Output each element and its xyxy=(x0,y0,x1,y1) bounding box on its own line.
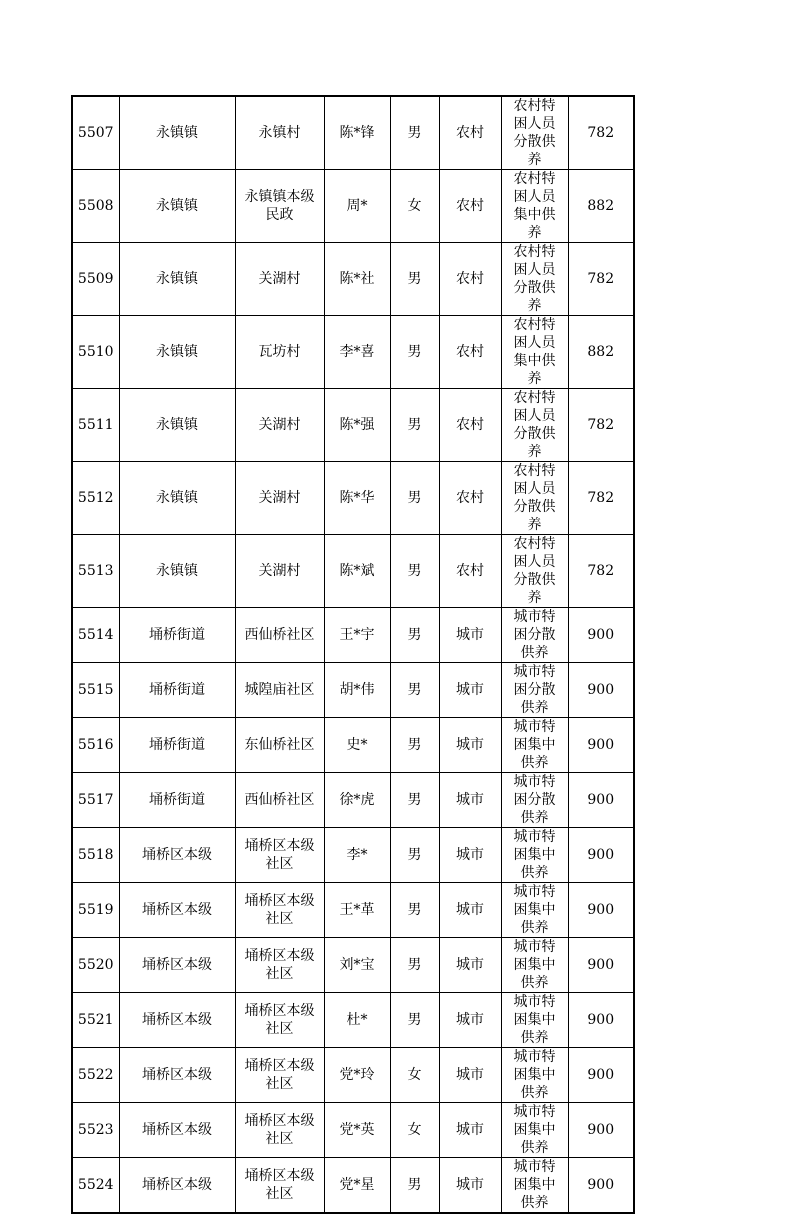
village-name xyxy=(235,773,324,828)
table-row xyxy=(72,1158,634,1214)
support-type xyxy=(501,170,568,243)
village-text: 瓦坊村 xyxy=(258,344,301,360)
town-name: 永镇镇 xyxy=(119,243,235,316)
table-row xyxy=(72,243,634,316)
support-type xyxy=(501,1048,568,1103)
town-name: 埇桥街道 xyxy=(119,608,235,663)
village-name xyxy=(235,462,324,535)
area-type: 城市 xyxy=(439,1103,501,1158)
amount: 782 xyxy=(568,462,634,535)
person-name: 刘*宝 xyxy=(324,938,390,993)
gender: 女 xyxy=(390,170,439,243)
record-number: 5507 xyxy=(72,96,119,170)
record-number: 5523 xyxy=(72,1103,119,1158)
gender: 女 xyxy=(390,1048,439,1103)
village-text: 埇桥区本级社区 xyxy=(244,1003,315,1037)
town-name: 永镇镇 xyxy=(119,170,235,243)
gender: 男 xyxy=(390,96,439,170)
record-number: 5519 xyxy=(72,883,119,938)
village-text: 关湖村 xyxy=(258,271,301,287)
table-row xyxy=(72,96,634,170)
person-name: 陈*华 xyxy=(324,462,390,535)
village-text: 关湖村 xyxy=(258,490,301,506)
person-name: 陈*社 xyxy=(324,243,390,316)
support-type-text: 城市特困集中供养 xyxy=(513,884,556,936)
person-name: 党*星 xyxy=(324,1158,390,1214)
amount: 900 xyxy=(568,938,634,993)
amount: 900 xyxy=(568,608,634,663)
village-name xyxy=(235,938,324,993)
village-text: 西仙桥社区 xyxy=(244,627,315,643)
support-type xyxy=(501,316,568,389)
town-name: 埇桥区本级 xyxy=(119,1048,235,1103)
village-text: 埇桥区本级社区 xyxy=(244,1168,315,1202)
village-name xyxy=(235,1048,324,1103)
record-number: 5510 xyxy=(72,316,119,389)
town-name: 埇桥区本级 xyxy=(119,1158,235,1214)
person-name: 党*英 xyxy=(324,1103,390,1158)
support-type-text: 农村特困人员分散供养 xyxy=(513,536,556,606)
record-number: 5520 xyxy=(72,938,119,993)
table-row xyxy=(72,389,634,462)
amount: 782 xyxy=(568,535,634,608)
village-text: 埇桥区本级社区 xyxy=(244,838,315,872)
record-number: 5524 xyxy=(72,1158,119,1214)
support-type-text: 农村特困人员分散供养 xyxy=(513,244,556,314)
person-name: 陈*锋 xyxy=(324,96,390,170)
support-type xyxy=(501,718,568,773)
record-number: 5517 xyxy=(72,773,119,828)
area-type: 城市 xyxy=(439,993,501,1048)
support-type-text: 城市特困分散供养 xyxy=(513,609,556,661)
support-type-text: 城市特困集中供养 xyxy=(513,939,556,991)
table-row xyxy=(72,938,634,993)
amount: 900 xyxy=(568,828,634,883)
town-name: 埇桥区本级 xyxy=(119,1103,235,1158)
village-text: 埇桥区本级社区 xyxy=(244,1113,315,1147)
village-text: 埇桥区本级社区 xyxy=(244,1058,315,1092)
table-row xyxy=(72,883,634,938)
village-text: 关湖村 xyxy=(258,417,301,433)
gender: 男 xyxy=(390,316,439,389)
area-type: 城市 xyxy=(439,608,501,663)
support-type xyxy=(501,663,568,718)
town-name: 埇桥街道 xyxy=(119,718,235,773)
person-name: 徐*虎 xyxy=(324,773,390,828)
support-type xyxy=(501,883,568,938)
record-number: 5512 xyxy=(72,462,119,535)
support-type-text: 城市特困分散供养 xyxy=(513,664,556,716)
area-type: 城市 xyxy=(439,1158,501,1214)
support-type xyxy=(501,993,568,1048)
relief-roster-table xyxy=(71,95,635,1214)
record-number: 5514 xyxy=(72,608,119,663)
record-number: 5522 xyxy=(72,1048,119,1103)
support-type xyxy=(501,96,568,170)
area-type: 城市 xyxy=(439,828,501,883)
table-row xyxy=(72,718,634,773)
record-number: 5521 xyxy=(72,993,119,1048)
table-row xyxy=(72,663,634,718)
gender: 男 xyxy=(390,773,439,828)
gender: 男 xyxy=(390,1158,439,1214)
gender: 男 xyxy=(390,535,439,608)
village-text: 永镇镇本级民政 xyxy=(244,189,315,223)
person-name: 李*喜 xyxy=(324,316,390,389)
amount: 782 xyxy=(568,389,634,462)
area-type: 农村 xyxy=(439,170,501,243)
person-name: 陈*斌 xyxy=(324,535,390,608)
village-name xyxy=(235,993,324,1048)
village-text: 西仙桥社区 xyxy=(244,792,315,808)
town-name: 永镇镇 xyxy=(119,96,235,170)
table-row xyxy=(72,773,634,828)
town-name: 永镇镇 xyxy=(119,462,235,535)
support-type xyxy=(501,243,568,316)
person-name: 杜* xyxy=(324,993,390,1048)
town-name: 永镇镇 xyxy=(119,316,235,389)
person-name: 王*宇 xyxy=(324,608,390,663)
gender: 男 xyxy=(390,828,439,883)
amount: 900 xyxy=(568,993,634,1048)
town-name: 永镇镇 xyxy=(119,389,235,462)
record-number: 5509 xyxy=(72,243,119,316)
village-name xyxy=(235,828,324,883)
amount: 900 xyxy=(568,883,634,938)
area-type: 城市 xyxy=(439,1048,501,1103)
area-type: 农村 xyxy=(439,535,501,608)
town-name: 埇桥街道 xyxy=(119,663,235,718)
table-row xyxy=(72,1103,634,1158)
area-type: 城市 xyxy=(439,663,501,718)
area-type: 城市 xyxy=(439,883,501,938)
amount: 882 xyxy=(568,316,634,389)
record-number: 5518 xyxy=(72,828,119,883)
record-number: 5508 xyxy=(72,170,119,243)
support-type xyxy=(501,1158,568,1214)
table-row xyxy=(72,828,634,883)
gender: 男 xyxy=(390,389,439,462)
area-type: 农村 xyxy=(439,316,501,389)
town-name: 永镇镇 xyxy=(119,535,235,608)
person-name: 党*玲 xyxy=(324,1048,390,1103)
record-number: 5515 xyxy=(72,663,119,718)
village-name xyxy=(235,389,324,462)
support-type-text: 农村特困人员分散供养 xyxy=(513,390,556,460)
support-type-text: 城市特困集中供养 xyxy=(513,1159,556,1211)
roster-body xyxy=(72,96,634,1213)
support-type-text: 农村特困人员集中供养 xyxy=(513,171,556,241)
person-name: 胡*伟 xyxy=(324,663,390,718)
gender: 男 xyxy=(390,938,439,993)
area-type: 城市 xyxy=(439,938,501,993)
support-type xyxy=(501,938,568,993)
gender: 男 xyxy=(390,883,439,938)
record-number: 5511 xyxy=(72,389,119,462)
village-name xyxy=(235,1158,324,1214)
support-type-text: 农村特困人员分散供养 xyxy=(513,463,556,533)
support-type-text: 城市特困集中供养 xyxy=(513,829,556,881)
village-name xyxy=(235,1103,324,1158)
town-name: 埇桥区本级 xyxy=(119,883,235,938)
support-type xyxy=(501,773,568,828)
area-type: 农村 xyxy=(439,96,501,170)
support-type xyxy=(501,535,568,608)
record-number: 5516 xyxy=(72,718,119,773)
village-name xyxy=(235,243,324,316)
gender: 男 xyxy=(390,993,439,1048)
amount: 900 xyxy=(568,718,634,773)
table-row xyxy=(72,535,634,608)
person-name: 李* xyxy=(324,828,390,883)
amount: 782 xyxy=(568,243,634,316)
person-name: 史* xyxy=(324,718,390,773)
table-row xyxy=(72,170,634,243)
support-type xyxy=(501,1103,568,1158)
amount: 900 xyxy=(568,1103,634,1158)
record-number: 5513 xyxy=(72,535,119,608)
gender: 男 xyxy=(390,462,439,535)
gender: 男 xyxy=(390,608,439,663)
amount: 900 xyxy=(568,1048,634,1103)
village-text: 东仙桥社区 xyxy=(244,737,315,753)
support-type-text: 城市特困分散供养 xyxy=(513,774,556,826)
table-row xyxy=(72,993,634,1048)
support-type-text: 农村特困人员集中供养 xyxy=(513,317,556,387)
table-row xyxy=(72,1048,634,1103)
village-text: 关湖村 xyxy=(258,563,301,579)
town-name: 埇桥区本级 xyxy=(119,828,235,883)
village-name xyxy=(235,96,324,170)
village-name xyxy=(235,608,324,663)
gender: 男 xyxy=(390,663,439,718)
village-text: 城隍庙社区 xyxy=(244,682,315,698)
village-text: 埇桥区本级社区 xyxy=(244,893,315,927)
support-type-text: 农村特困人员分散供养 xyxy=(513,98,556,168)
area-type: 农村 xyxy=(439,243,501,316)
town-name: 埇桥区本级 xyxy=(119,938,235,993)
person-name: 陈*强 xyxy=(324,389,390,462)
village-text: 永镇村 xyxy=(258,125,301,141)
amount: 900 xyxy=(568,773,634,828)
amount: 882 xyxy=(568,170,634,243)
village-name xyxy=(235,170,324,243)
support-type xyxy=(501,828,568,883)
person-name: 王*革 xyxy=(324,883,390,938)
support-type-text: 城市特困集中供养 xyxy=(513,1104,556,1156)
table-row xyxy=(72,608,634,663)
table-row xyxy=(72,462,634,535)
village-name xyxy=(235,535,324,608)
gender: 男 xyxy=(390,718,439,773)
village-name xyxy=(235,718,324,773)
gender: 女 xyxy=(390,1103,439,1158)
village-name xyxy=(235,316,324,389)
support-type xyxy=(501,608,568,663)
amount: 900 xyxy=(568,1158,634,1214)
table-row xyxy=(72,316,634,389)
area-type: 城市 xyxy=(439,773,501,828)
village-text: 埇桥区本级社区 xyxy=(244,948,315,982)
support-type-text: 城市特困集中供养 xyxy=(513,1049,556,1101)
area-type: 农村 xyxy=(439,462,501,535)
town-name: 埇桥区本级 xyxy=(119,993,235,1048)
support-type xyxy=(501,389,568,462)
support-type-text: 城市特困集中供养 xyxy=(513,719,556,771)
area-type: 农村 xyxy=(439,389,501,462)
gender: 男 xyxy=(390,243,439,316)
person-name: 周* xyxy=(324,170,390,243)
town-name: 埇桥街道 xyxy=(119,773,235,828)
support-type-text: 城市特困集中供养 xyxy=(513,994,556,1046)
village-name xyxy=(235,663,324,718)
village-name xyxy=(235,883,324,938)
support-type xyxy=(501,462,568,535)
area-type: 城市 xyxy=(439,718,501,773)
amount: 900 xyxy=(568,663,634,718)
amount: 782 xyxy=(568,96,634,170)
